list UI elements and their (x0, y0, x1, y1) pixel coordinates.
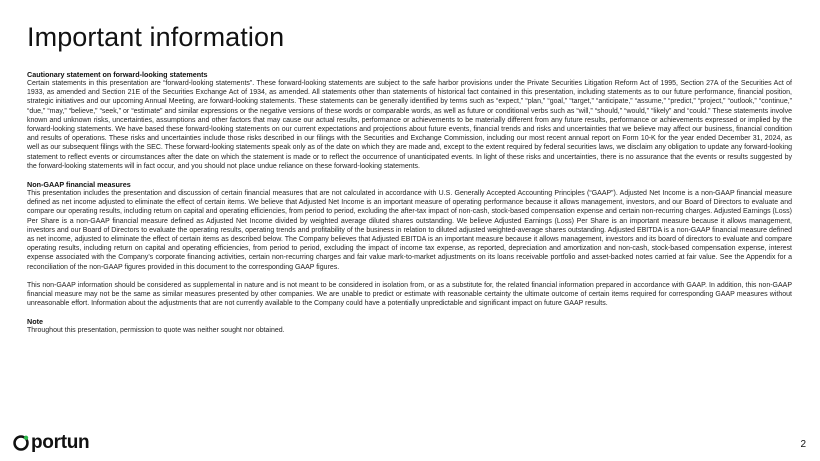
oportun-logo (12, 433, 89, 453)
non-gaap-body-2: This non-GAAP information should be considered as supplemental in nature and is not meant to be considered in isolation from, or as a substitute for, the related financial information prepared in accordance with GAAP. In addition, this non-GAAP financial measure may not be the same as similar measures presented by other companies. We are unable to predict or estimate with reasonable certainty the ultimate outcome of certain items required for corresponding GAAP measures without unreasonable effort. Information about the adjustments that are not currently available to the Company could have a potentially unpredictable and significant impact on future GAAP results. (27, 281, 792, 308)
page-number: 2 (800, 439, 806, 450)
page-title: Important information (27, 22, 285, 52)
forward-looking-heading: Cautionary statement on forward-looking statements (27, 70, 208, 79)
oportun-logo-mark-icon (12, 434, 30, 452)
content-body (27, 70, 792, 336)
forward-looking-body: Certain statements in this presentation are “forward-looking statements”. These forward-looking statements are subject to the safe harbor provisions under the Private Securities Litigation Reform Act of 1995, Section 27A of the Securities Act of 1933, as amended and Section 21E of the Securities Exchange Act of 1934, as amended. All statements other than statements of historical fact contained in this presentation, including statements as to our future performance, financial position, strategic initiatives and our upcoming Annual Meeting, are forward-looking statements. These statements can be generally identified by terms such as “expect,” “plan,” “goal,” “target,” “anticipate,” “assume,” “predict,” “project,” “outlook,” “continue,” “due,” “may,” “believe,” “seek,” or “estimate” and similar expressions or the negative versions of these words or comparable words, as well as future or conditional verbs such as “will,” “should,” “would,” “likely” and “could.” These statements involve known and unknown risks, uncertainties, assumptions and other factors that may cause our actual results, performance or achievements to be materially different from any future results, performance or achievements expressed or implied by the forward-looking statements. We have based these forward-looking statements on our current expectations and projections about future events, financial trends and risks and uncertainties that we believe may affect our business, financial condition and results of operations. These risks and uncertainties include those risks described in our filings with the Securities and Exchange Commission, including our most recent annual report on Form 10-K for the year ended December 31, 2024, as well as our subsequent filings with the SEC. These forward-looking statements speak only as of the date on which they are made and, except to the extent required by federal securities laws, we disclaim any obligation to update any forward-looking statement to reflect events or circumstances after the date on which the statement is made or to reflect the occurrence of unanticipated events. In light of these risks and uncertainties, there is no assurance that the events or results suggested by the forward-looking statements will in fact occur, and you should not place undue reliance on these forward-looking statements. (27, 80, 792, 170)
non-gaap-heading: Non-GAAP financial measures (27, 180, 131, 190)
non-gaap-body-1: This presentation includes the presentation and discussion of certain financial measures that are not calculated in accordance with U.S. Generally Accepted Accounting Principles (“GAAP”). Adjusted Net Income is a non-GAAP financial measure defined as net income adjusted to eliminate the effect of certain items. We believe that Adjusted Net Income is an important measure of operating performance because it allows management, investors, and our Board of Directors to evaluate and compare our operating results, including return on capital and operating efficiencies, from period to period, excluding the after-tax impact of non-cash, stock-based compensation expense and certain non-recurring charges. Adjusted Earnings (Loss) Per Share is a non-GAAP financial measure defined as Adjusted Net Income divided by weighted average diluted shares outstanding. We believe Adjusted Earnings (Loss) Per Share is an important measure because it allows management, investors and our Board of Directors to evaluate the operating results, operating trends and profitability of the business in relation to diluted adjusted weighted-average shares outstanding. Adjusted EBITDA is a non-GAAP financial measure defined as net income, adjusted to eliminate the effect of certain items as described below. The Company believes that Adjusted EBITDA is an important measure because it allows management, investors and its board of directors to evaluate and compare operating results, including return on capital and operating efficiencies, from period to period, excluding the impact of income tax expense, as reported, depreciation and amortization and non-cash, stock-based compensation expense, interest expense associated with the Company’s corporate financing activities, certain non-recurring charges and fair value mark-to-market adjustments on its loans receivable portfolio and asset-backed notes carried at fair value. See the Appendix for a reconciliation of the non-GAAP figures provided in this document to the corresponding GAAP figures. (27, 190, 792, 271)
note-body: Throughout this presentation, permission to quote was neither sought nor obtained. (27, 327, 285, 335)
note-heading: Note (27, 317, 43, 327)
oportun-logo-text: portun (31, 432, 90, 453)
